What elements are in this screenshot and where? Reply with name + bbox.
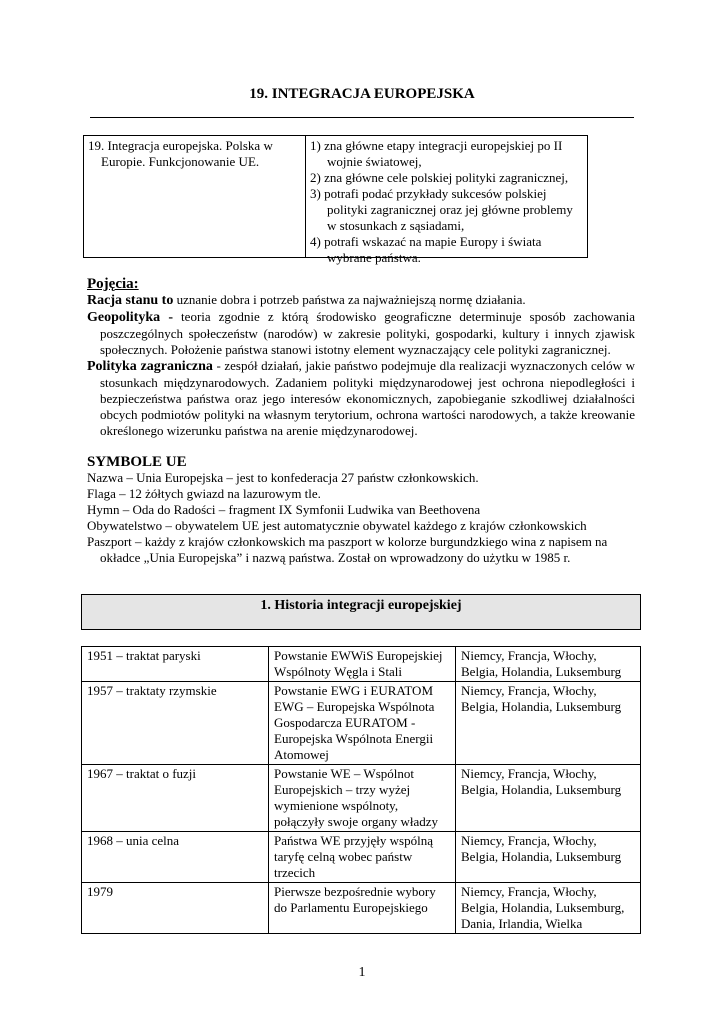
topic-box-subject <box>84 136 306 257</box>
table-row <box>82 682 641 765</box>
desc-cell: Powstanie WE – Wspólnot Europejskich – trzy wyżej wymienione wspólnoty, połączyły swoje organy władzy <box>269 765 456 832</box>
goal-item: 4) potrafi wskazać na mapie Europy i świata wybrane państwa. <box>310 234 542 265</box>
concept-item <box>87 292 635 309</box>
topic-box <box>83 135 588 265</box>
symbols-section <box>87 454 635 566</box>
desc-cell: Powstanie EWG i EURATOM EWG – Europejska Wspólnota Gospodarcza EURATOM - Europejska Wspólnota Energii Atomowej <box>269 682 456 765</box>
members-cell: Niemcy, Francja, Włochy, Belgia, Holandia, Luksemburg <box>456 647 641 682</box>
table-row <box>82 765 641 832</box>
goal-item: 3) potrafi podać przykłady sukcesów polskiej polityki zagranicznej oraz jej główne problemy w stosunkach z sąsiadami, <box>310 186 573 233</box>
concept-term: Polityka zagraniczna <box>87 359 213 374</box>
symbol-line: Hymn – Oda do Radości – fragment IX Symfonii Ludwika van Beethovena <box>87 502 481 517</box>
goal-item: 1) zna główne etapy integracji europejskiej po II wojnie światowej, <box>310 138 563 169</box>
concepts-heading: Pojęcia: <box>87 276 139 292</box>
symbols-heading: SYMBOLE UE <box>87 454 187 470</box>
event-cell: 1968 – unia celna <box>82 832 269 883</box>
history-heading-box <box>81 594 641 630</box>
symbol-line: Paszport – każdy z krajów członkowskich ma paszport w kolorze burgundzkiego wina z napisem na okładce „Unia Europejska” i nazwą państwa. Został on wprowadzony do użytku w 1985 r. <box>87 534 608 565</box>
desc-cell: Państwa WE przyjęły wspólną taryfę celną wobec państw trzecich <box>269 832 456 883</box>
members-cell: Niemcy, Francja, Włochy, Belgia, Holandia, Luksemburg <box>456 682 641 765</box>
table-row <box>82 883 641 934</box>
history-table <box>81 646 641 934</box>
members-cell: Niemcy, Francja, Włochy, Belgia, Holandia, Luksemburg <box>456 765 641 832</box>
topic-subject-text: 19. Integracja europejska. Polska w Europie. Funkcjonowanie UE. <box>88 138 273 169</box>
event-cell: 1967 – traktat o fuzji <box>82 765 269 832</box>
event-cell: 1979 <box>82 883 269 934</box>
members-cell: Niemcy, Francja, Włochy, Belgia, Holandia, Luksemburg <box>456 832 641 883</box>
desc-cell: Pierwsze bezpośrednie wybory do Parlamentu Europejskiego <box>269 883 456 934</box>
page-number: 1 <box>358 965 366 980</box>
concepts-section <box>87 276 635 439</box>
concept-text: teoria zgodnie z którą środowisko geograficzne determinuje sposób zachowania poszczególnych społeczeństw (narodów) w zakresie polityki, gospodarki, kultury i innych zjawisk społecznych. Położenie państwa stanowi istotny element wyznaczający cele polityki zagranicznej. <box>100 309 635 357</box>
concept-term: Racja stanu to <box>87 293 174 308</box>
event-cell: 1951 – traktat paryski <box>82 647 269 682</box>
desc-cell: Powstanie EWWiS Europejskiej Wspólnoty Węgla i Stali <box>269 647 456 682</box>
concept-text: - zespół działań, jakie państwo podejmuje dla realizacji wyznaczonych celów w stosunkach międzynarodowych. Zadaniem polityki międzynarodowej jest ochrona niepodległości i bezpieczeństwa państwa oraz jego interesów ekonomicznych, zapobieganie szkodliwej działalności obcych podmiotów polityki na własnym terytorium, ochrona wartości narodowych, a także kreowanie określonego wizerunku państwa na arenie międzynarodowej. <box>100 358 635 438</box>
title-underline <box>90 117 634 118</box>
symbol-line: Flaga – 12 żółtych gwiazd na lazurowym tle. <box>87 486 321 501</box>
symbol-line: Nazwa – Unia Europejska – jest to konfederacja 27 państw członkowskich. <box>87 470 479 485</box>
table-row <box>82 647 641 682</box>
symbol-line: Obywatelstwo – obywatelem UE jest automatycznie obywatel każdego z krajów członkowskich <box>87 518 587 533</box>
concept-item <box>87 358 635 439</box>
page-title: 19. INTEGRACJA EUROPEJSKA <box>249 86 475 102</box>
concept-text: uznanie dobra i potrzeb państwa za najważniejszą normę działania. <box>173 292 526 307</box>
event-cell: 1957 – traktaty rzymskie <box>82 682 269 765</box>
topic-box-goals <box>306 136 587 268</box>
concept-term: Geopolityka - <box>87 310 174 325</box>
history-heading: 1. Historia integracji europejskiej <box>260 598 462 613</box>
members-cell: Niemcy, Francja, Włochy, Belgia, Holandia, Luksemburg, Dania, Irlandia, Wielka <box>456 883 641 934</box>
goal-item: 2) zna główne cele polskiej polityki zagranicznej, <box>310 170 569 185</box>
concept-item <box>87 309 635 358</box>
table-row <box>82 832 641 883</box>
